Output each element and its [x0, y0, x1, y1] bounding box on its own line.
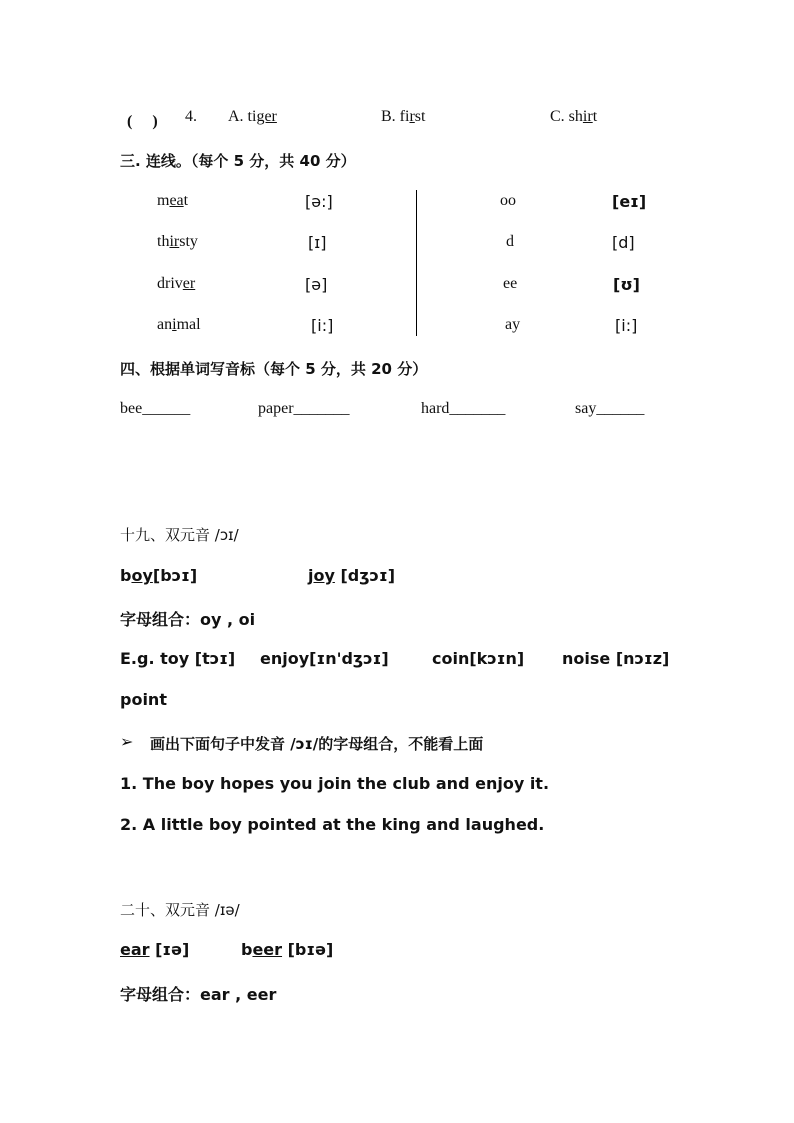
arrow-bullet-icon: ➢: [120, 732, 134, 751]
column-divider: [416, 190, 417, 336]
example-word: boy[bɔɪ]: [120, 566, 198, 585]
section4-title: 四、根据单词写音标（每个 5 分，共 20 分）: [120, 360, 428, 378]
option-c: C. shirt: [550, 108, 598, 125]
sentence: 2. A little boy pointed at the king and laughed.: [120, 815, 545, 834]
section3-title: 三. 连线。（每个 5 分，共 40 分）: [120, 152, 356, 170]
match-ipa-right: [d]: [612, 233, 635, 252]
match-letters: ay: [505, 316, 521, 333]
section19-title: 十九、双元音 /ɔɪ/: [120, 526, 239, 544]
match-letters: d: [506, 233, 514, 250]
eg-word: coin[kɔɪn]: [432, 649, 525, 668]
match-ipa: [ə]: [305, 275, 328, 294]
question-number: 4.: [185, 108, 197, 125]
example-word: joy [dʒɔɪ]: [308, 566, 396, 585]
match-letters: oo: [500, 192, 516, 209]
match-ipa: [ɪ]: [308, 233, 327, 252]
blank-item: hard_______: [421, 400, 506, 417]
blank-item: paper_______: [258, 400, 350, 417]
match-ipa: [i:]: [311, 316, 334, 335]
letter-combo: 字母组合：oy , oi: [120, 610, 256, 629]
option-b: B. first: [381, 108, 426, 125]
eg-word: enjoy[ɪn'dʒɔɪ]: [260, 649, 389, 668]
eg-word: point: [120, 690, 167, 709]
example-word: ear [ɪə]: [120, 940, 190, 959]
match-word: animal: [157, 316, 201, 333]
section20-title: 二十、双元音 /ɪə/: [120, 901, 240, 919]
blank-item: say______: [575, 400, 645, 417]
sentence: 1. The boy hopes you join the club and enjoy it.: [120, 774, 550, 793]
match-ipa-right: [i:]: [615, 316, 638, 335]
example-word: beer [bɪə]: [241, 940, 334, 959]
answer-paren: ( ): [127, 113, 158, 130]
match-word: meat: [157, 192, 189, 209]
match-letters: ee: [503, 275, 518, 292]
letter-combo: 字母组合：ear , eer: [120, 985, 277, 1004]
match-ipa-right: [eɪ]: [612, 192, 647, 211]
blank-item: bee______: [120, 400, 191, 417]
match-word: driver: [157, 275, 196, 292]
option-a: A. tiger: [228, 108, 277, 125]
eg-word: noise [nɔɪz]: [562, 649, 670, 668]
task-instruction: 画出下面句子中发音 /ɔɪ/的字母组合，不能看上面: [150, 735, 484, 753]
match-ipa-right: [ʊ]: [613, 275, 640, 294]
match-word: thirsty: [157, 233, 198, 250]
eg-word: E.g. toy [tɔɪ]: [120, 649, 236, 668]
match-ipa: [ə:]: [305, 192, 333, 211]
